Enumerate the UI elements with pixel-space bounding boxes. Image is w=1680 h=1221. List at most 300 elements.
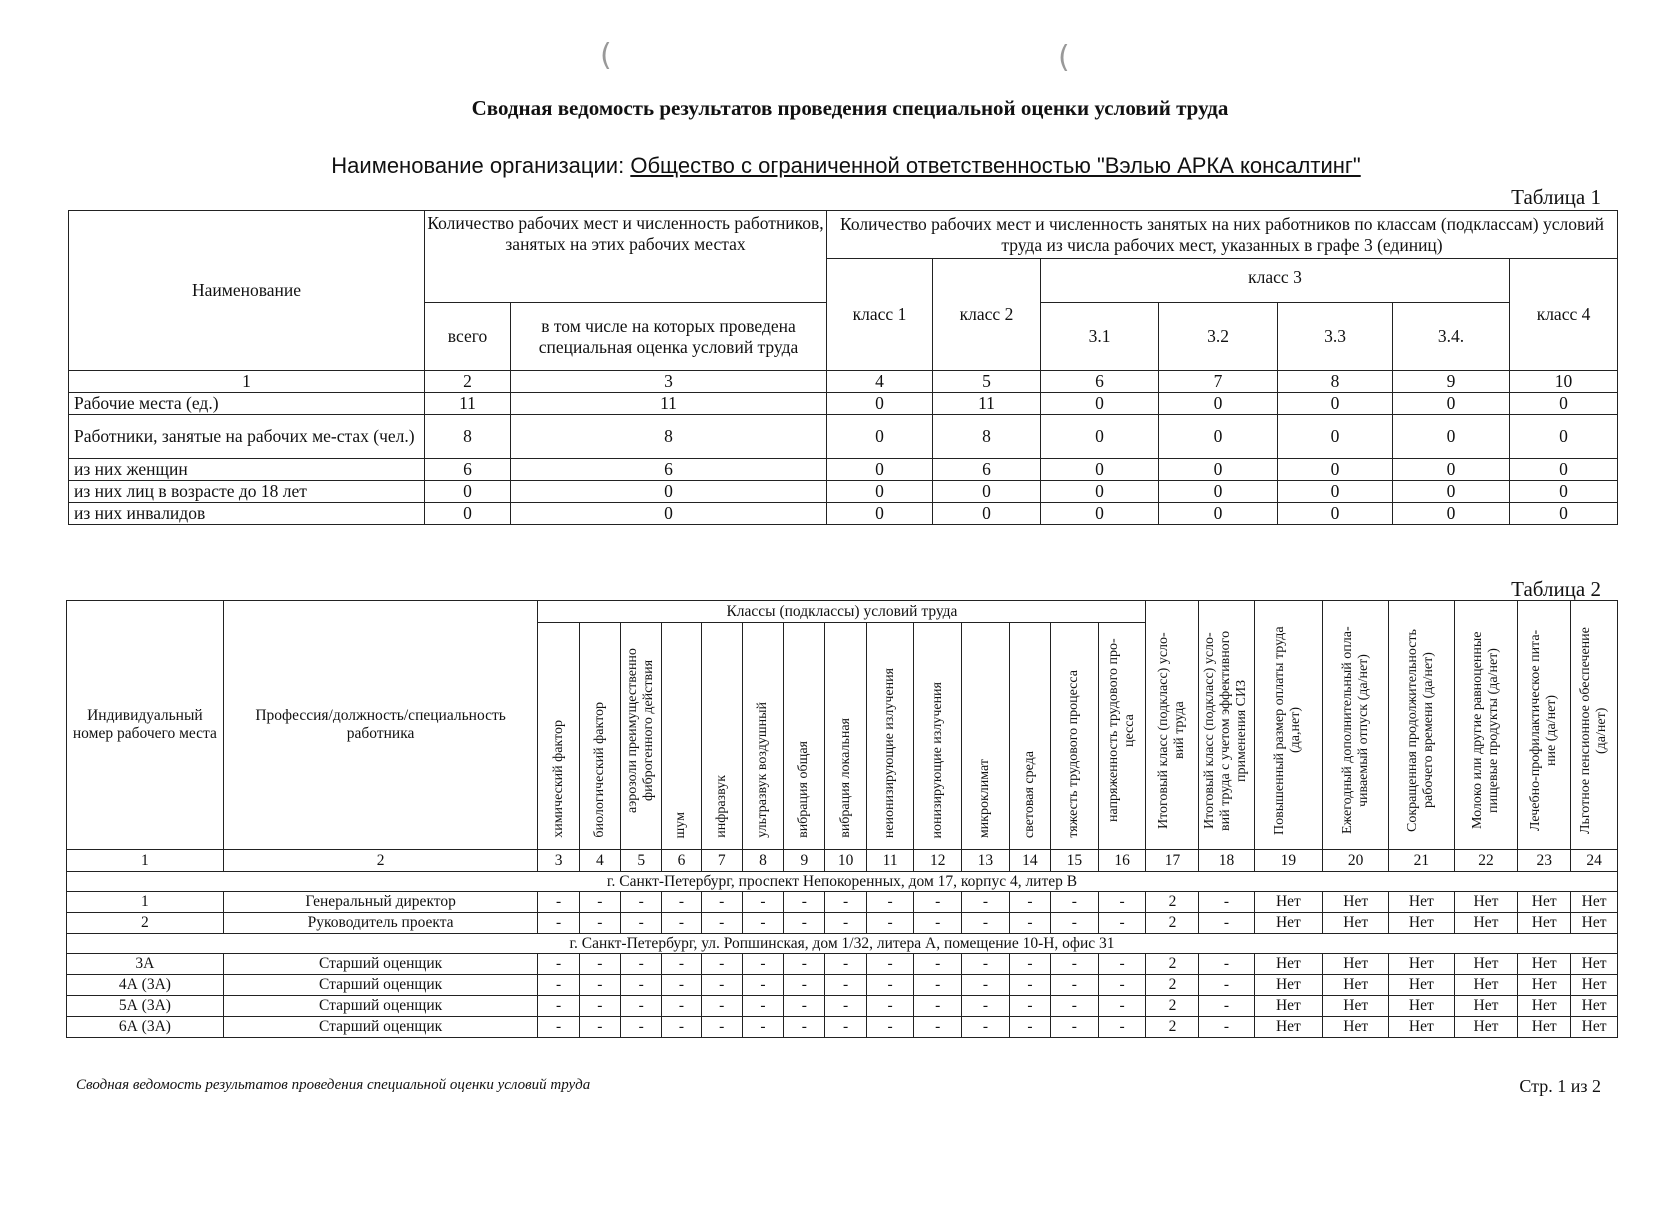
t2-header-extra-text: Итоговый класс (подкласс) усло-вий труда (1156, 632, 1188, 829)
t2-cell: Нет (1454, 1017, 1518, 1038)
t1-row-label: из них инвалидов (69, 503, 425, 525)
t2-cell: - (1009, 892, 1050, 913)
t2-header-classes: Классы (подклассы) условий труда (538, 601, 1146, 623)
t2-header-extra-text: Повышенный размер оплаты труда (да,нет) (1272, 626, 1304, 835)
t1-cell: 0 (827, 459, 933, 481)
t2-cell: - (538, 996, 579, 1017)
t2-cell: Нет (1571, 913, 1618, 934)
t2-cell: - (621, 996, 662, 1017)
t2-cell: - (1199, 892, 1254, 913)
t1-cell: 11 (425, 393, 511, 415)
t2-factor-header (742, 623, 783, 850)
t2-factor-header (1098, 623, 1146, 850)
t1-cell: 0 (1510, 415, 1618, 459)
t1-cell: 6 (511, 459, 827, 481)
t2-cell: - (1009, 913, 1050, 934)
t2-profession: Старший оценщик (223, 975, 538, 996)
t2-cell: - (538, 892, 579, 913)
t2-cell: - (1098, 996, 1146, 1017)
t1-cell: 6 (425, 459, 511, 481)
t1-cell: 0 (1159, 481, 1278, 503)
t2-column-numbers (67, 850, 1618, 872)
t2-factor-label: неионизирующие излучения (882, 667, 898, 838)
t1-cell: 0 (1393, 415, 1510, 459)
t2-row (67, 892, 1618, 913)
t2-workplace-id: 3А (67, 954, 224, 975)
t2-factor-label: аэрозоли преимущественно фиброгенного действия (625, 648, 657, 813)
t1-cell: 0 (1278, 459, 1393, 481)
t1-row (69, 393, 1618, 415)
t1-cell: 0 (1159, 415, 1278, 459)
t2-cell: - (914, 913, 962, 934)
t2-cell: Нет (1454, 892, 1518, 913)
t2-cell: - (914, 975, 962, 996)
t2-cell: - (1009, 1017, 1050, 1038)
t1-header-incl: в том числе на которых проведена специальная оценка условий труда (511, 303, 827, 371)
t2-cell: - (579, 954, 620, 975)
t2-factor-label: инфразвук (713, 775, 729, 838)
t2-cell: - (784, 954, 825, 975)
t1-cell: 11 (511, 393, 827, 415)
col-number: 16 (1098, 850, 1146, 872)
t2-cell: - (662, 996, 701, 1017)
t2-factor-label: вибрация общая (796, 741, 812, 838)
summary-table (68, 210, 1618, 525)
t2-cell: 2 (1146, 975, 1199, 996)
t2-cell: - (538, 975, 579, 996)
t2-cell: Нет (1323, 954, 1389, 975)
t2-cell: Нет (1389, 954, 1455, 975)
t2-cell: - (701, 1017, 742, 1038)
col-number: 2 (425, 371, 511, 393)
t1-column-numbers (69, 371, 1618, 393)
t2-cell: - (1051, 913, 1099, 934)
t1-cell: 8 (933, 415, 1041, 459)
t2-factor-header (621, 623, 662, 850)
t2-cell: - (742, 975, 783, 996)
t2-header-extra (1571, 601, 1618, 850)
t1-cell: 0 (1278, 503, 1393, 525)
t2-cell: Нет (1571, 996, 1618, 1017)
t2-header-extra (1323, 601, 1389, 850)
t1-cell: 0 (1510, 393, 1618, 415)
col-number: 7 (701, 850, 742, 872)
t2-cell: Нет (1454, 996, 1518, 1017)
t2-cell: - (784, 892, 825, 913)
t1-cell: 0 (827, 393, 933, 415)
t2-cell: Нет (1454, 975, 1518, 996)
t2-cell: - (1199, 1017, 1254, 1038)
t1-cell: 0 (425, 481, 511, 503)
t2-cell: - (1009, 996, 1050, 1017)
organization-label: Наименование организации: (331, 153, 625, 178)
t2-cell: - (662, 954, 701, 975)
col-number: 4 (827, 371, 933, 393)
t1-cell: 0 (1393, 393, 1510, 415)
t2-factor-header (662, 623, 701, 850)
col-number: 1 (69, 371, 425, 393)
t1-header-class2: класс 2 (933, 259, 1041, 371)
t2-cell: - (701, 975, 742, 996)
t2-workplace-id: 4А (3А) (67, 975, 224, 996)
footer-document-name: Сводная ведомость результатов проведения специальной оценки условий труда (76, 1077, 591, 1093)
col-number: 4 (579, 850, 620, 872)
t2-factor-header (701, 623, 742, 850)
t1-header-3-3: 3.3 (1278, 303, 1393, 371)
t2-cell: Нет (1454, 954, 1518, 975)
t2-address: г. Санкт-Петербург, ул. Ропшинская, дом 1/32, литера А, помещение 10-Н, офис 31 (67, 934, 1618, 954)
col-number: 11 (866, 850, 914, 872)
col-number: 6 (662, 850, 701, 872)
col-number: 2 (223, 850, 538, 872)
t2-cell: - (866, 892, 914, 913)
t2-factor-label: ионизирующие излучения (929, 681, 945, 838)
t2-address-row (67, 872, 1618, 892)
t2-cell: - (662, 1017, 701, 1038)
t2-cell: 2 (1146, 996, 1199, 1017)
t2-header-extra-text: Сокращенная продолжительность рабочего времени (да/нет) (1405, 629, 1437, 832)
t2-header-extra-text: Льготное пенсионное обеспечение (да/нет) (1578, 627, 1610, 834)
t2-body (67, 872, 1618, 1038)
t1-cell: 0 (933, 481, 1041, 503)
t2-cell: - (621, 954, 662, 975)
t2-cell: - (1199, 975, 1254, 996)
t2-cell: - (579, 892, 620, 913)
t2-cell: - (866, 996, 914, 1017)
t2-cell: Нет (1571, 892, 1618, 913)
t2-cell: - (662, 892, 701, 913)
col-number: 14 (1009, 850, 1050, 872)
t1-cell: 0 (1510, 459, 1618, 481)
t2-cell: - (825, 954, 866, 975)
t2-workplace-id: 2 (67, 913, 224, 934)
t2-cell: - (962, 892, 1010, 913)
t2-cell: Нет (1254, 996, 1323, 1017)
t2-header-extra (1146, 601, 1199, 850)
t2-factor-label: напряженность трудового про-цесса (1106, 638, 1138, 823)
t1-cell: 0 (1041, 503, 1159, 525)
t2-header-extra-text: Молоко или другие равноценные пищевые продукты (да/нет) (1469, 631, 1501, 830)
col-number: 19 (1254, 850, 1323, 872)
t2-cell: Нет (1518, 892, 1571, 913)
t2-cell: Нет (1254, 913, 1323, 934)
t2-cell: - (1051, 892, 1099, 913)
t2-cell: Нет (1389, 975, 1455, 996)
t1-header-3-1: 3.1 (1041, 303, 1159, 371)
t2-cell: - (866, 975, 914, 996)
t2-cell: - (1199, 996, 1254, 1017)
t2-profession: Старший оценщик (223, 1017, 538, 1038)
t2-header-extra (1199, 601, 1254, 850)
t1-row (69, 459, 1618, 481)
t2-cell: Нет (1571, 1017, 1618, 1038)
t1-row-label: Работники, занятые на рабочих ме-стах (чел.) (69, 415, 425, 459)
t1-header-3-2: 3.2 (1159, 303, 1278, 371)
t2-cell: - (538, 913, 579, 934)
t2-workplace-id: 1 (67, 892, 224, 913)
col-number: 7 (1159, 371, 1278, 393)
t2-cell: - (579, 1017, 620, 1038)
t2-row (67, 975, 1618, 996)
t1-header-class3: класс 3 (1041, 259, 1510, 303)
t1-cell: 0 (1159, 393, 1278, 415)
t2-row (67, 996, 1618, 1017)
t2-factor-label: шум (673, 811, 689, 838)
t1-cell: 0 (1041, 481, 1159, 503)
t2-address-row (67, 934, 1618, 954)
t2-cell: - (579, 996, 620, 1017)
t1-cell: 0 (1159, 459, 1278, 481)
t2-cell: Нет (1389, 913, 1455, 934)
t1-header-3-4: 3.4. (1393, 303, 1510, 371)
t1-cell: 0 (425, 503, 511, 525)
t2-cell: - (1051, 954, 1099, 975)
t1-row-label: из них лиц в возрасте до 18 лет (69, 481, 425, 503)
t2-workplace-id: 5А (3А) (67, 996, 224, 1017)
t1-cell: 8 (425, 415, 511, 459)
t1-cell: 6 (933, 459, 1041, 481)
t2-cell: 2 (1146, 913, 1199, 934)
t2-factor-label: тяжесть трудового процесса (1066, 670, 1082, 838)
t2-cell: 2 (1146, 1017, 1199, 1038)
t2-factor-header (579, 623, 620, 850)
t2-factor-label: вибрация локальная (837, 718, 853, 838)
t1-cell: 0 (1041, 415, 1159, 459)
t1-cell: 0 (1278, 481, 1393, 503)
t2-cell: - (784, 913, 825, 934)
t2-factor-label: ультразвук воздушный (755, 702, 770, 838)
t2-cell: - (962, 954, 1010, 975)
t2-cell: - (962, 1017, 1010, 1038)
t2-header-extra-text: Ежегодный дополнительный опла-чиваемый отпуск (да/нет) (1339, 626, 1371, 835)
t2-header-profession: Профессия/должность/специальность работника (223, 601, 538, 850)
t2-cell: Нет (1254, 892, 1323, 913)
t2-cell: Нет (1518, 913, 1571, 934)
col-number: 10 (825, 850, 866, 872)
t2-cell: Нет (1254, 975, 1323, 996)
t2-cell: Нет (1454, 913, 1518, 934)
col-number: 9 (1393, 371, 1510, 393)
t2-cell: Нет (1518, 954, 1571, 975)
workplaces-table (66, 600, 1618, 1038)
t2-cell: Нет (1323, 996, 1389, 1017)
t2-factor-header (784, 623, 825, 850)
t2-factor-label: химический фактор (550, 720, 566, 838)
t2-cell: - (1009, 975, 1050, 996)
t2-cell: - (538, 1017, 579, 1038)
t2-header-extra (1389, 601, 1455, 850)
t2-profession: Старший оценщик (223, 996, 538, 1017)
t1-header-total: всего (425, 303, 511, 371)
table2-caption: Таблица 2 (1511, 577, 1601, 601)
t2-cell: - (784, 996, 825, 1017)
t2-cell: - (1051, 996, 1099, 1017)
t2-factor-header (962, 623, 1010, 850)
t1-cell: 0 (1278, 393, 1393, 415)
t2-cell: Нет (1571, 975, 1618, 996)
t2-header-id: Индивидуальный номер рабочего места (67, 601, 224, 850)
t1-cell: 0 (827, 415, 933, 459)
t2-cell: - (701, 913, 742, 934)
t2-cell: Нет (1323, 913, 1389, 934)
col-number: 22 (1454, 850, 1518, 872)
t2-factor-header (1051, 623, 1099, 850)
t1-header-name: Наименование (69, 211, 425, 371)
t2-cell: - (1098, 975, 1146, 996)
col-number: 17 (1146, 850, 1199, 872)
t1-row (69, 503, 1618, 525)
t2-cell: - (784, 1017, 825, 1038)
document-title: Сводная ведомость результатов проведения специальной оценки условий труда (471, 96, 1229, 120)
t2-cell: - (701, 892, 742, 913)
col-number: 6 (1041, 371, 1159, 393)
t2-cell: - (662, 913, 701, 934)
t2-cell: Нет (1389, 1017, 1455, 1038)
t2-cell: - (742, 1017, 783, 1038)
t2-cell: - (1098, 954, 1146, 975)
t2-cell: - (914, 1017, 962, 1038)
t1-row (69, 415, 1618, 459)
t2-cell: Нет (1571, 954, 1618, 975)
t2-header-extra-text: Лечебно-профилактическое пита-ние (да/нет) (1528, 629, 1560, 832)
t1-cell: 0 (1041, 393, 1159, 415)
t2-cell: - (1199, 913, 1254, 934)
t1-cell: 0 (1393, 459, 1510, 481)
col-number: 23 (1518, 850, 1571, 872)
t1-row-label: Рабочие места (ед.) (69, 393, 425, 415)
t2-cell: - (825, 996, 866, 1017)
col-number: 8 (742, 850, 783, 872)
table1-caption: Таблица 1 (1511, 185, 1601, 209)
t2-cell: - (1051, 975, 1099, 996)
t2-header-extra (1254, 601, 1323, 850)
t2-cell: - (914, 996, 962, 1017)
t2-address: г. Санкт-Петербург, проспект Непокоренных, дом 17, корпус 4, литер В (67, 872, 1618, 892)
t2-cell: - (825, 892, 866, 913)
organization-line (0, 153, 1680, 179)
t1-header-class1: класс 1 (827, 259, 933, 371)
t2-factor-header (825, 623, 866, 850)
col-number: 15 (1051, 850, 1099, 872)
t2-cell: - (825, 1017, 866, 1038)
t2-cell: 2 (1146, 954, 1199, 975)
col-number: 5 (933, 371, 1041, 393)
t2-cell: - (962, 913, 1010, 934)
punch-mark-right: ( (1058, 40, 1070, 75)
t2-row (67, 954, 1618, 975)
t2-cell: - (914, 892, 962, 913)
t2-cell: Нет (1254, 1017, 1323, 1038)
t1-cell: 0 (1393, 481, 1510, 503)
t2-cell: - (621, 913, 662, 934)
col-number: 18 (1199, 850, 1254, 872)
t2-cell: 2 (1146, 892, 1199, 913)
t2-cell: - (742, 954, 783, 975)
t1-cell: 0 (827, 481, 933, 503)
t2-cell: - (962, 975, 1010, 996)
t2-row (67, 1017, 1618, 1038)
t2-factor-label: биологический фактор (591, 702, 607, 838)
t2-cell: - (1098, 1017, 1146, 1038)
t2-cell: - (701, 996, 742, 1017)
t2-cell: - (742, 996, 783, 1017)
t2-cell: Нет (1323, 975, 1389, 996)
t1-body (69, 393, 1618, 525)
col-number: 5 (621, 850, 662, 872)
t1-cell: 0 (1393, 503, 1510, 525)
t2-factor-label: световая среда (1021, 750, 1037, 838)
t1-cell: 0 (933, 503, 1041, 525)
col-number: 21 (1389, 850, 1455, 872)
t2-cell: - (825, 975, 866, 996)
col-number: 3 (511, 371, 827, 393)
t2-cell: - (742, 913, 783, 934)
t2-factor-header (538, 623, 579, 850)
t2-cell: Нет (1323, 892, 1389, 913)
t1-cell: 0 (511, 481, 827, 503)
t1-row-label: из них женщин (69, 459, 425, 481)
t2-cell: - (579, 913, 620, 934)
t2-cell: Нет (1254, 954, 1323, 975)
t2-cell: - (825, 913, 866, 934)
t2-cell: Нет (1389, 892, 1455, 913)
t2-header-extra (1454, 601, 1518, 850)
t2-cell: Нет (1389, 996, 1455, 1017)
t2-cell: - (621, 892, 662, 913)
t2-cell: - (866, 913, 914, 934)
t2-cell: - (701, 954, 742, 975)
col-number: 24 (1571, 850, 1618, 872)
col-number: 9 (784, 850, 825, 872)
t2-cell: - (784, 975, 825, 996)
t2-cell: - (621, 1017, 662, 1038)
t1-cell: 0 (1278, 415, 1393, 459)
t2-cell: - (538, 954, 579, 975)
t2-cell: - (962, 996, 1010, 1017)
t1-cell: 0 (827, 503, 933, 525)
t2-cell: - (1051, 1017, 1099, 1038)
t2-cell: - (914, 954, 962, 975)
t2-workplace-id: 6А (3А) (67, 1017, 224, 1038)
t1-row (69, 481, 1618, 503)
t2-cell: Нет (1518, 996, 1571, 1017)
t2-cell: - (1098, 913, 1146, 934)
t1-cell: 0 (1510, 503, 1618, 525)
t2-header-extra (1518, 601, 1571, 850)
t1-cell: 0 (1510, 481, 1618, 503)
page-number: Стр. 1 из 2 (1519, 1076, 1601, 1096)
t1-header-class4: класс 4 (1510, 259, 1618, 371)
t1-cell: 8 (511, 415, 827, 459)
t2-cell: - (579, 975, 620, 996)
t2-row (67, 913, 1618, 934)
col-number: 12 (914, 850, 962, 872)
t2-cell: - (621, 975, 662, 996)
t2-factor-header (866, 623, 914, 850)
organization-name: Общество с ограниченной ответственностью "Вэлью АРКА консалтинг" (630, 153, 1361, 178)
t1-header-classes: Количество рабочих мест и численность занятых на них работников по классам (подклассам) условий труда из числа рабочих мест, указанных в графе 3 (единиц) (827, 211, 1618, 259)
t2-cell: Нет (1518, 975, 1571, 996)
col-number: 8 (1278, 371, 1393, 393)
col-number: 1 (67, 850, 224, 872)
punch-mark-left: ( (600, 38, 612, 73)
col-number: 3 (538, 850, 579, 872)
t1-cell: 0 (1159, 503, 1278, 525)
t2-cell: - (1098, 892, 1146, 913)
t2-header-extra-text: Итоговый класс (подкласс) усло-вий труда с учетом эффективного применения СИЗ (1202, 630, 1250, 831)
col-number: 10 (1510, 371, 1618, 393)
t1-cell: 11 (933, 393, 1041, 415)
